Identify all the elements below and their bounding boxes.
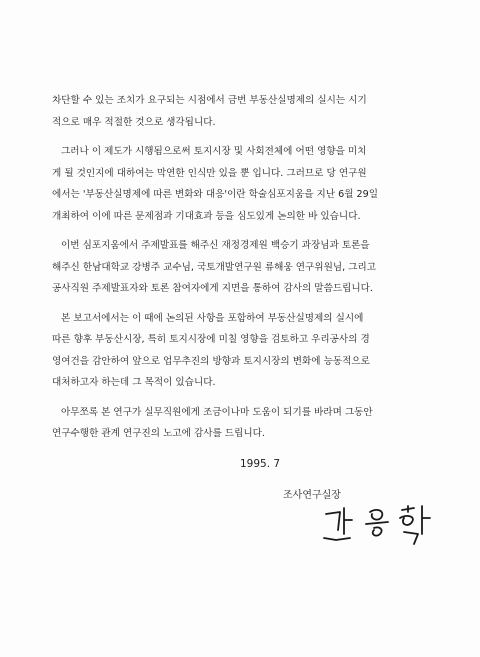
paragraph-5: [52, 402, 434, 445]
text-line: 적으로 매우 적절한 것으로 생각됩니다.: [52, 116, 216, 128]
handwritten-signature-icon: [318, 500, 458, 548]
paragraph-3: [52, 235, 434, 300]
text-line: 영여건을 감안하여 앞으로 업무추진의 방향과 토지시장의 변화에 능동적으로: [52, 355, 370, 367]
text-line: 연구수행한 관계 연구진의 노고에 감사를 드립니다.: [52, 428, 265, 439]
text-line: 해주신 한남대학교 강병주 교수님, 국토개발연구원 류해웅 연구위원님, 그리고: [52, 261, 377, 273]
paragraph-2: [52, 141, 434, 227]
signer-title: 조사연구실장: [283, 490, 341, 501]
paragraph-4: [52, 308, 434, 394]
text-line: 대처하고자 하는데 그 목적이 있습니다.: [52, 377, 216, 388]
text-line: 공사직원 주제발표자와 토론 참여자에게 지면을 통하여 감사의 말씀드립니다.: [52, 283, 373, 294]
text-line: 이번 심포지움에서 주제발표를 해주신 재정경제원 백승기 과장님과 토론을: [61, 240, 370, 251]
body-text: [52, 90, 434, 453]
text-line: 에서는 '부동산실명제에 따른 변화와 대응'이란 학술심포지움을 지난 6월 29일: [52, 189, 379, 200]
text-line: 아무쪼록 본 연구가 실무직원에게 조금이나마 도움이 되기를 바라며 그동안: [61, 406, 373, 418]
text-line: 본 보고서에서는 이 때에 논의된 사항을 포함하여 부동산실명제의 실시에: [61, 312, 364, 324]
document-date: 1995. 7: [240, 458, 281, 470]
paragraph-1: [52, 90, 434, 133]
text-line: 그러나 이 제도가 시행됨으로써 토지시장 및 사회전체에 어떤 영향을 미치: [61, 146, 367, 157]
text-line: 개최하여 이에 따른 문제점과 기대효과 등을 심도있게 논의한 바 있습니다.: [52, 210, 361, 222]
text-line: 게 될 것인지에 대하여는 막연한 인식만 있을 뿐 입니다. 그러므로 당 연구원: [52, 167, 367, 179]
text-line: 따른 향후 부동산시장, 특히 토지시장에 미칠 영향을 검토하고 우리공사의 경: [52, 334, 370, 345]
text-line: 차단할 수 있는 조치가 요구되는 시점에서 금번 부동산실명제의 실시는 시기: [52, 95, 367, 106]
